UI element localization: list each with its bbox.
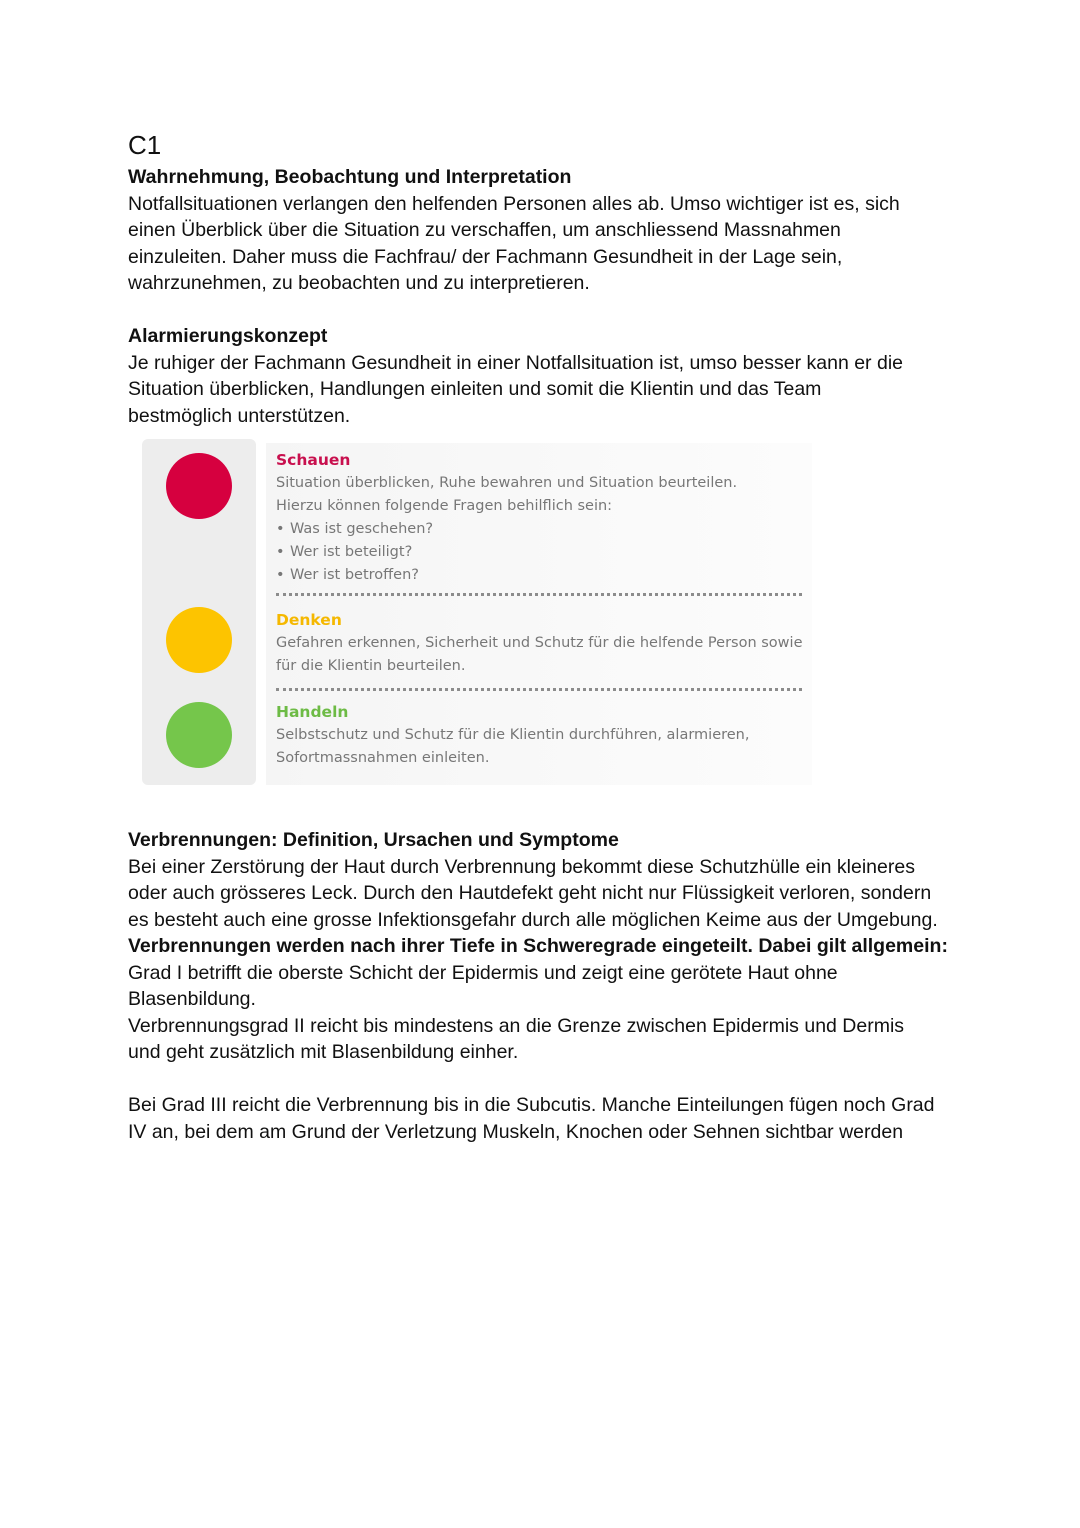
step-text: Gefahren erkennen, Sicherheit und Schutz für die helfende Person sowie (276, 635, 803, 651)
chapter-label: C1 (128, 130, 162, 160)
paragraph-line: IV an, bei dem am Grund der Verletzung Muskeln, Knochen oder Sehnen sichtbar werden (128, 1120, 904, 1143)
step-text: Situation überblicken, Ruhe bewahren und Situation beurteilen. (276, 475, 738, 491)
step-title-denken: Denken (276, 611, 342, 629)
step-title-schauen: Schauen (276, 451, 351, 469)
paragraph-line: Bei einer Zerstörung der Haut durch Verbrennung bekommt diese Schutzhülle ein kleineres (128, 855, 915, 878)
red-light-icon (166, 453, 232, 519)
paragraph-line: einzuleiten. Daher muss die Fachfrau/ der Fachmann Gesundheit in der Lage sein, (128, 245, 843, 268)
step-text: Selbstschutz und Schutz für die Klientin durchführen, alarmieren, (276, 727, 750, 743)
list-item: • Wer ist beteiligt? (276, 541, 812, 564)
step-text: für die Klientin beurteilen. (276, 658, 466, 674)
yellow-light-icon (166, 607, 232, 673)
bold-statement: Verbrennungen werden nach ihrer Tiefe in Schweregrade eingeteilt. Dabei gilt allgemein: (128, 935, 948, 957)
section-heading-wahrnehmung: Wahrnehmung, Beobachtung und Interpretation (128, 166, 572, 188)
step-denken (276, 609, 812, 678)
question-list (276, 518, 812, 587)
section-heading-verbrennungen: Verbrennungen: Definition, Ursachen und Symptome (128, 829, 619, 851)
paragraph-line: Notfallsituationen verlangen den helfenden Personen alles ab. Umso wichtiger ist es, sich (128, 192, 900, 215)
dotted-divider (276, 688, 802, 691)
paragraph-line: Situation überblicken, Handlungen einleiten und somit die Klientin und das Team (128, 378, 822, 400)
paragraph-line: bestmöglich unterstützen. (128, 404, 351, 427)
step-text: Hierzu können folgende Fragen behilflich sein: (276, 498, 613, 514)
list-item: • Wer ist betroffen? (276, 564, 812, 587)
paragraph-line: Grad I betrifft die oberste Schicht der Epidermis und zeigt eine gerötete Haut ohne (128, 961, 838, 984)
paragraph-line: oder auch grösseres Leck. Durch den Hautdefekt geht nicht nur Flüssigkeit verloren, sondern (128, 882, 932, 904)
paragraph-line: wahrzunehmen, zu beobachten und zu interpretieren. (128, 272, 590, 294)
blank-line (128, 297, 958, 324)
section-heading-alarmierung: Alarmierungskonzept (128, 325, 328, 347)
document-page (128, 128, 958, 1145)
paragraph-line: einen Überblick über die Situation zu verschaffen, um anschliessend Massnahmen (128, 219, 841, 241)
figure-text-panel (266, 443, 812, 785)
green-light-icon (166, 702, 232, 768)
paragraph-line: Bei Grad III reicht die Verbrennung bis in die Subcutis. Manche Einteilungen fügen noch Grad (128, 1094, 935, 1116)
list-item: • Was ist geschehen? (276, 518, 812, 541)
step-text: Sofortmassnahmen einleiten. (276, 750, 490, 766)
step-schauen (276, 449, 812, 587)
step-handeln (276, 701, 812, 770)
blank-line (128, 1066, 958, 1093)
traffic-light-icon (142, 439, 256, 785)
paragraph-line: Verbrennungsgrad II reicht bis mindestens an die Grenze zwischen Epidermis und Dermis (128, 1014, 905, 1037)
paragraph-line: und geht zusätzlich mit Blasenbildung einher. (128, 1041, 519, 1063)
traffic-light-figure (142, 439, 822, 789)
dotted-divider (276, 593, 802, 596)
paragraph-line: Blasenbildung. (128, 988, 256, 1010)
paragraph-line: es besteht auch eine grosse Infektionsgefahr durch alle möglichen Keime aus der Umgebung. (128, 908, 938, 931)
step-title-handeln: Handeln (276, 703, 349, 721)
paragraph-line: Je ruhiger der Fachmann Gesundheit in einer Notfallsituation ist, umso besser kann er die (128, 351, 903, 374)
